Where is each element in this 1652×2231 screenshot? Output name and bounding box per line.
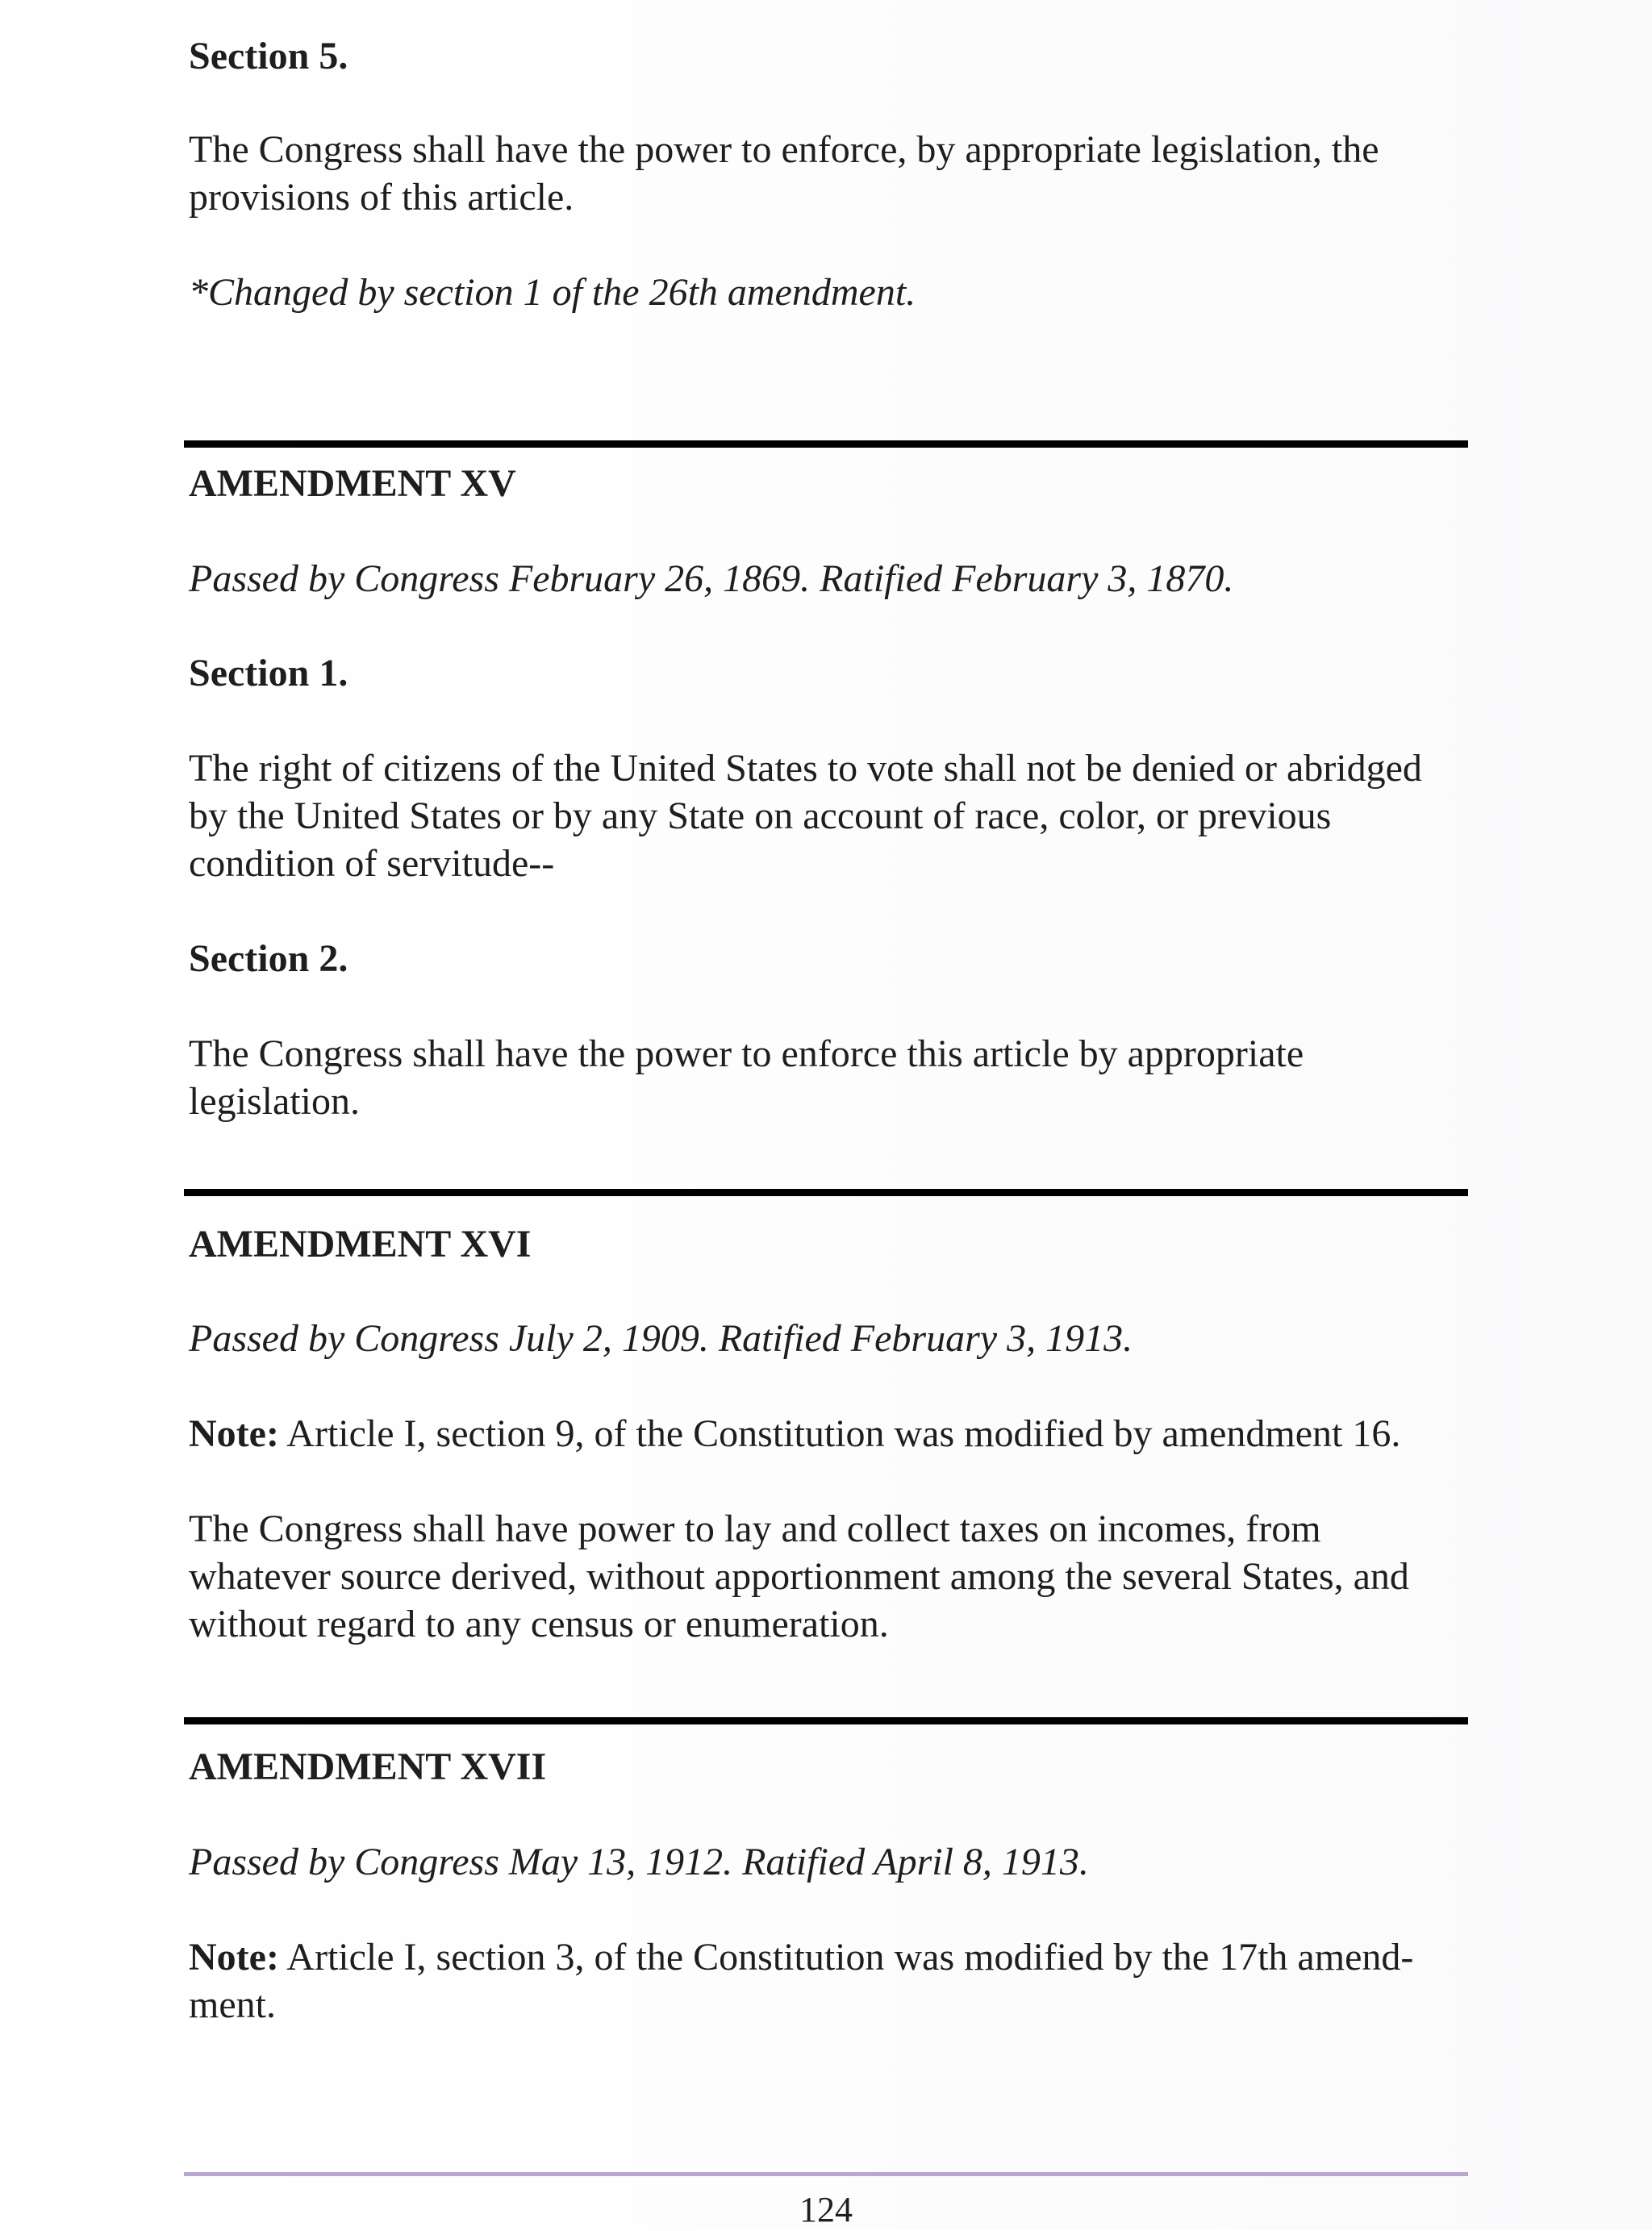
note-label: Note:: [189, 1412, 279, 1455]
amendment-xv-section-2-text: The Congress shall have the power to enforce this article by appropriate legislation.: [189, 1032, 1304, 1123]
footnote: *Changed by section 1 of the 26th amendment.: [189, 271, 916, 314]
section-5-heading: Section 5.: [189, 35, 348, 77]
amendment-xv-title: AMENDMENT XV: [189, 462, 516, 505]
divider-amendment-xvi: [184, 1189, 1468, 1196]
amendment-xvi-note: [189, 1410, 1463, 1457]
page-number: 124: [799, 2190, 853, 2229]
amendment-xvii-title: AMENDMENT XVII: [189, 1745, 547, 1788]
amendment-xv-passed: Passed by Congress February 26, 1869. Ratified February 3, 1870.: [189, 557, 1234, 600]
note-text: Article I, section 9, of the Constitution was modified by amendment 16.: [278, 1412, 1401, 1455]
amendment-xvii-passed: Passed by Congress May 13, 1912. Ratified April 8, 1913.: [189, 1841, 1089, 1883]
note-label: Note:: [189, 1936, 279, 1979]
amendment-xvi-passed: Passed by Congress July 2, 1909. Ratified February 3, 1913.: [189, 1317, 1133, 1360]
footer-divider: [184, 2172, 1468, 2176]
amendment-xvi-title: AMENDMENT XVI: [189, 1223, 532, 1266]
amendment-xv-section-2-heading: Section 2.: [189, 937, 348, 980]
section-5-text: The Congress shall have the power to enforce, by appropriate legislation, the provisions of this article.: [189, 128, 1379, 219]
amendment-xvii-note: [189, 1933, 1463, 2029]
note-text: Article I, section 3, of the Constitution was modified by the 17th amend-ment.: [189, 1936, 1414, 2026]
amendment-xv-section-1-text: The right of citizens of the United States to vote shall not be denied or abridged by the United States or by any State on account of race, color, or previous condition of servitude--: [189, 747, 1422, 885]
divider-amendment-xvii: [184, 1717, 1468, 1724]
amendment-xv-section-1-heading: Section 1.: [189, 652, 348, 694]
amendment-xvi-text: The Congress shall have power to lay and collect taxes on incomes, from whatever source derived, without apportionment among the several States, and without regard to any census or enumeration.: [189, 1507, 1409, 1645]
divider-amendment-xv: [184, 440, 1468, 448]
